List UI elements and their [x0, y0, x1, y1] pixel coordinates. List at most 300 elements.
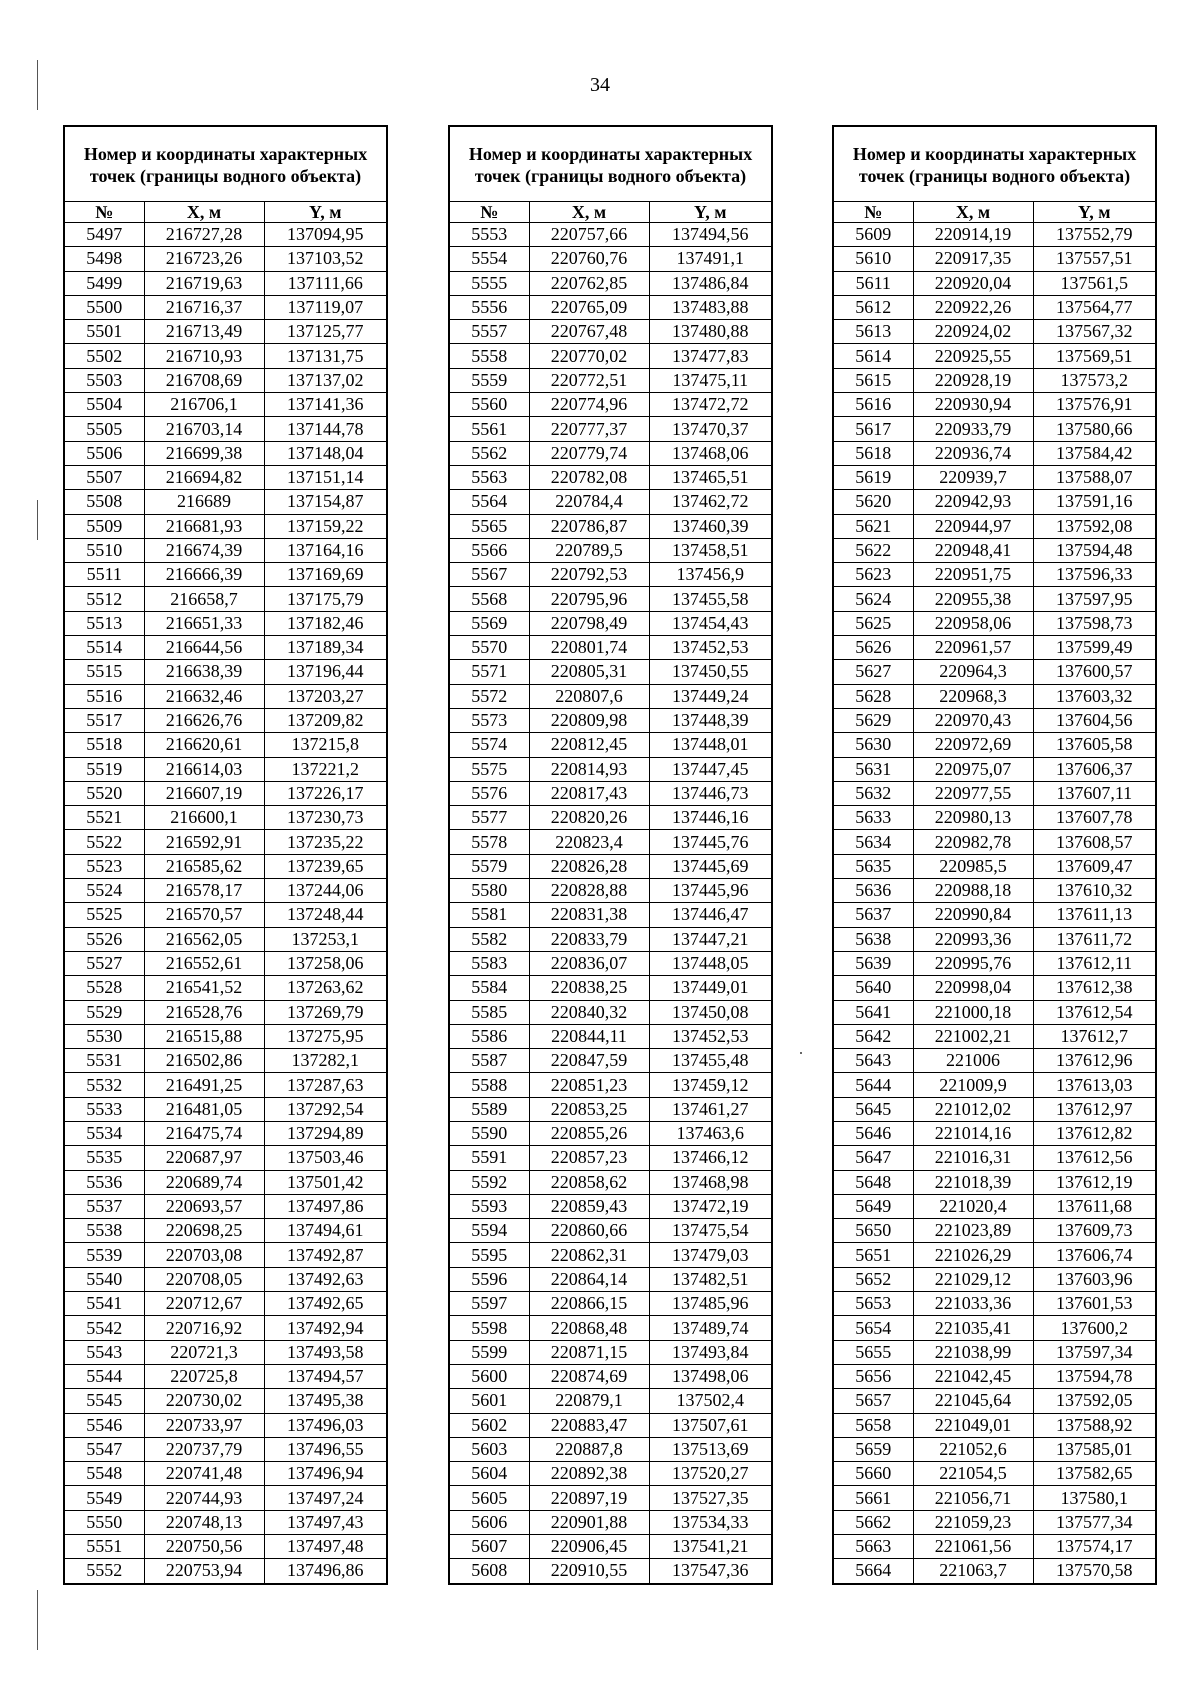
table-row [64, 1389, 387, 1413]
point-number-cell: 5650 [833, 1219, 913, 1243]
point-number-cell: 5564 [449, 490, 529, 514]
y-coordinate-cell: 137599,49 [1033, 636, 1156, 660]
point-number-cell: 5604 [449, 1462, 529, 1486]
point-number-cell: 5627 [833, 660, 913, 684]
y-coordinate-cell: 137497,86 [264, 1194, 387, 1218]
x-coordinate-cell: 220942,93 [913, 490, 1033, 514]
scan-speck [800, 1052, 802, 1054]
point-number-cell: 5647 [833, 1146, 913, 1170]
table-row [449, 514, 772, 538]
table-row [64, 1146, 387, 1170]
point-number-cell: 5623 [833, 563, 913, 587]
point-number-cell: 5562 [449, 441, 529, 465]
point-number-cell: 5599 [449, 1340, 529, 1364]
y-coordinate-cell: 137591,16 [1033, 490, 1156, 514]
table-row [833, 927, 1156, 951]
y-coordinate-cell: 137468,06 [649, 441, 772, 465]
point-number-cell: 5550 [64, 1510, 144, 1534]
point-number-cell: 5641 [833, 1000, 913, 1024]
y-coordinate-cell: 137492,63 [264, 1267, 387, 1291]
x-coordinate-cell: 220975,07 [913, 757, 1033, 781]
x-coordinate-cell: 220703,08 [144, 1243, 264, 1267]
y-coordinate-cell: 137513,69 [649, 1437, 772, 1461]
table-row [833, 393, 1156, 417]
y-coordinate-cell: 137447,45 [649, 757, 772, 781]
point-number-cell: 5620 [833, 490, 913, 514]
point-number-cell: 5597 [449, 1292, 529, 1316]
point-number-cell: 5555 [449, 271, 529, 295]
x-coordinate-cell: 220936,74 [913, 441, 1033, 465]
point-number-cell: 5601 [449, 1389, 529, 1413]
y-coordinate-cell: 137248,44 [264, 903, 387, 927]
table-row [449, 1073, 772, 1097]
x-coordinate-cell: 220744,93 [144, 1486, 264, 1510]
table-row [64, 757, 387, 781]
point-number-cell: 5580 [449, 879, 529, 903]
table-row [64, 806, 387, 830]
point-number-cell: 5592 [449, 1170, 529, 1194]
x-coordinate-cell: 216475,74 [144, 1121, 264, 1145]
x-coordinate-cell: 221016,31 [913, 1146, 1033, 1170]
point-number-cell: 5584 [449, 976, 529, 1000]
table-row [833, 1316, 1156, 1340]
y-coordinate-cell: 137570,58 [1033, 1559, 1156, 1584]
y-coordinate-cell: 137103,52 [264, 247, 387, 271]
column-header-number: № [64, 202, 144, 223]
y-coordinate-cell: 137461,27 [649, 1097, 772, 1121]
x-coordinate-cell: 220820,26 [529, 806, 649, 830]
y-coordinate-cell: 137534,33 [649, 1510, 772, 1534]
x-coordinate-cell: 220851,23 [529, 1073, 649, 1097]
y-coordinate-cell: 137612,96 [1033, 1049, 1156, 1073]
x-coordinate-cell: 221014,16 [913, 1121, 1033, 1145]
table-row [833, 903, 1156, 927]
y-coordinate-cell: 137582,65 [1033, 1462, 1156, 1486]
point-number-cell: 5598 [449, 1316, 529, 1340]
point-number-cell: 5639 [833, 951, 913, 975]
y-coordinate-cell: 137472,72 [649, 393, 772, 417]
y-coordinate-cell: 137489,74 [649, 1316, 772, 1340]
point-number-cell: 5660 [833, 1462, 913, 1486]
table-row [449, 1097, 772, 1121]
point-number-cell: 5606 [449, 1510, 529, 1534]
point-number-cell: 5567 [449, 563, 529, 587]
point-number-cell: 5576 [449, 781, 529, 805]
table-row [449, 295, 772, 319]
table-row [833, 1437, 1156, 1461]
y-coordinate-cell: 137606,37 [1033, 757, 1156, 781]
table-row [64, 879, 387, 903]
point-number-cell: 5618 [833, 441, 913, 465]
table-row [833, 344, 1156, 368]
point-number-cell: 5551 [64, 1535, 144, 1559]
y-coordinate-cell: 137151,14 [264, 465, 387, 489]
point-number-cell: 5582 [449, 927, 529, 951]
y-coordinate-cell: 137596,33 [1033, 563, 1156, 587]
x-coordinate-cell: 220817,43 [529, 781, 649, 805]
point-number-cell: 5526 [64, 927, 144, 951]
point-number-cell: 5516 [64, 684, 144, 708]
x-coordinate-cell: 216592,91 [144, 830, 264, 854]
y-coordinate-cell: 137496,94 [264, 1462, 387, 1486]
y-coordinate-cell: 137567,32 [1033, 320, 1156, 344]
y-coordinate-cell: 137594,78 [1033, 1364, 1156, 1388]
table-row [449, 223, 772, 247]
x-coordinate-cell: 220730,02 [144, 1389, 264, 1413]
table-row [449, 951, 772, 975]
y-coordinate-cell: 137569,51 [1033, 344, 1156, 368]
point-number-cell: 5572 [449, 684, 529, 708]
table-row [449, 1267, 772, 1291]
y-coordinate-cell: 137493,84 [649, 1340, 772, 1364]
table-row [449, 1510, 772, 1534]
point-number-cell: 5498 [64, 247, 144, 271]
table-row [64, 441, 387, 465]
table-row [833, 247, 1156, 271]
column-header-number: № [449, 202, 529, 223]
y-coordinate-cell: 137462,72 [649, 490, 772, 514]
x-coordinate-cell: 220786,87 [529, 514, 649, 538]
y-coordinate-cell: 137494,56 [649, 223, 772, 247]
y-coordinate-cell: 137612,38 [1033, 976, 1156, 1000]
point-number-cell: 5645 [833, 1097, 913, 1121]
table-row [449, 490, 772, 514]
y-coordinate-cell: 137497,48 [264, 1535, 387, 1559]
table-row [64, 1194, 387, 1218]
x-coordinate-cell: 216600,1 [144, 806, 264, 830]
point-number-cell: 5630 [833, 733, 913, 757]
table-row [833, 538, 1156, 562]
table-row [449, 927, 772, 951]
y-coordinate-cell: 137612,19 [1033, 1170, 1156, 1194]
x-coordinate-cell: 216658,7 [144, 587, 264, 611]
table-row [833, 757, 1156, 781]
y-coordinate-cell: 137600,57 [1033, 660, 1156, 684]
x-coordinate-cell: 216570,57 [144, 903, 264, 927]
y-coordinate-cell: 137604,56 [1033, 708, 1156, 732]
x-coordinate-cell: 221035,41 [913, 1316, 1033, 1340]
y-coordinate-cell: 137585,01 [1033, 1437, 1156, 1461]
table-row [449, 1243, 772, 1267]
x-coordinate-cell: 216708,69 [144, 368, 264, 392]
point-number-cell: 5553 [449, 223, 529, 247]
y-coordinate-cell: 137483,88 [649, 295, 772, 319]
point-number-cell: 5643 [833, 1049, 913, 1073]
point-number-cell: 5523 [64, 854, 144, 878]
point-number-cell: 5644 [833, 1073, 913, 1097]
table-row [449, 1024, 772, 1048]
point-number-cell: 5497 [64, 223, 144, 247]
point-number-cell: 5506 [64, 441, 144, 465]
x-coordinate-cell: 220862,31 [529, 1243, 649, 1267]
x-coordinate-cell: 220857,23 [529, 1146, 649, 1170]
x-coordinate-cell: 220858,62 [529, 1170, 649, 1194]
y-coordinate-cell: 137597,95 [1033, 587, 1156, 611]
y-coordinate-cell: 137547,36 [649, 1559, 772, 1584]
table-row [449, 441, 772, 465]
point-number-cell: 5658 [833, 1413, 913, 1437]
point-number-cell: 5521 [64, 806, 144, 830]
table-row [64, 320, 387, 344]
table-row [833, 854, 1156, 878]
y-coordinate-cell: 137588,92 [1033, 1413, 1156, 1437]
table-row [833, 1389, 1156, 1413]
y-coordinate-cell: 137496,55 [264, 1437, 387, 1461]
table-row [833, 1486, 1156, 1510]
table-row [833, 587, 1156, 611]
table-row [64, 1024, 387, 1048]
y-coordinate-cell: 137485,96 [649, 1292, 772, 1316]
x-coordinate-cell: 220925,55 [913, 344, 1033, 368]
y-coordinate-cell: 137275,95 [264, 1024, 387, 1048]
table-row [449, 1559, 772, 1584]
x-coordinate-cell: 220812,45 [529, 733, 649, 757]
table-row [449, 1535, 772, 1559]
point-number-cell: 5552 [64, 1559, 144, 1584]
x-coordinate-cell: 216552,61 [144, 951, 264, 975]
point-number-cell: 5622 [833, 538, 913, 562]
table-row [449, 465, 772, 489]
x-coordinate-cell: 221054,5 [913, 1462, 1033, 1486]
y-coordinate-cell: 137486,84 [649, 271, 772, 295]
point-number-cell: 5518 [64, 733, 144, 757]
y-coordinate-cell: 137507,61 [649, 1413, 772, 1437]
point-number-cell: 5603 [449, 1437, 529, 1461]
y-coordinate-cell: 137446,47 [649, 903, 772, 927]
table-row [449, 1486, 772, 1510]
table-row [833, 417, 1156, 441]
x-coordinate-cell: 216607,19 [144, 781, 264, 805]
y-coordinate-cell: 137465,51 [649, 465, 772, 489]
coordinates-table [63, 125, 388, 1585]
table-row [64, 563, 387, 587]
point-number-cell: 5589 [449, 1097, 529, 1121]
point-number-cell: 5535 [64, 1146, 144, 1170]
x-coordinate-cell: 220847,59 [529, 1049, 649, 1073]
table-title: Номер и координаты характерных точек (границы водного объекта) [449, 126, 772, 202]
table-row [64, 660, 387, 684]
point-number-cell: 5505 [64, 417, 144, 441]
table-row [833, 490, 1156, 514]
column-header-number: № [833, 202, 913, 223]
point-number-cell: 5529 [64, 1000, 144, 1024]
table-row [833, 1194, 1156, 1218]
x-coordinate-cell: 220998,04 [913, 976, 1033, 1000]
x-coordinate-cell: 221029,12 [913, 1267, 1033, 1291]
x-coordinate-cell: 220844,11 [529, 1024, 649, 1048]
table-row [449, 806, 772, 830]
point-number-cell: 5612 [833, 295, 913, 319]
x-coordinate-cell: 220836,07 [529, 951, 649, 975]
y-coordinate-cell: 137175,79 [264, 587, 387, 611]
point-number-cell: 5549 [64, 1486, 144, 1510]
column-header-x: X, м [913, 202, 1033, 223]
table-row [449, 320, 772, 344]
x-coordinate-cell: 220753,94 [144, 1559, 264, 1584]
point-number-cell: 5570 [449, 636, 529, 660]
table-title: Номер и координаты характерных точек (границы водного объекта) [64, 126, 387, 202]
y-coordinate-cell: 137475,11 [649, 368, 772, 392]
y-coordinate-cell: 137612,7 [1033, 1024, 1156, 1048]
x-coordinate-cell: 220897,19 [529, 1486, 649, 1510]
x-coordinate-cell: 220833,79 [529, 927, 649, 951]
y-coordinate-cell: 137584,42 [1033, 441, 1156, 465]
point-number-cell: 5568 [449, 587, 529, 611]
point-number-cell: 5579 [449, 854, 529, 878]
x-coordinate-cell: 220809,98 [529, 708, 649, 732]
point-number-cell: 5635 [833, 854, 913, 878]
y-coordinate-cell: 137492,94 [264, 1316, 387, 1340]
point-number-cell: 5509 [64, 514, 144, 538]
table-row [64, 1535, 387, 1559]
table-row [64, 927, 387, 951]
y-coordinate-cell: 137468,98 [649, 1170, 772, 1194]
y-coordinate-cell: 137503,46 [264, 1146, 387, 1170]
column-header-y: Y, м [649, 202, 772, 223]
y-coordinate-cell: 137455,48 [649, 1049, 772, 1073]
x-coordinate-cell: 220733,97 [144, 1413, 264, 1437]
y-coordinate-cell: 137463,6 [649, 1121, 772, 1145]
point-number-cell: 5655 [833, 1340, 913, 1364]
x-coordinate-cell: 220831,38 [529, 903, 649, 927]
table-row [64, 611, 387, 635]
point-number-cell: 5556 [449, 295, 529, 319]
coordinates-table [832, 125, 1157, 1585]
table-row [64, 1413, 387, 1437]
point-number-cell: 5537 [64, 1194, 144, 1218]
y-coordinate-cell: 137472,19 [649, 1194, 772, 1218]
table-row [64, 368, 387, 392]
x-coordinate-cell: 220982,78 [913, 830, 1033, 854]
x-coordinate-cell: 216614,03 [144, 757, 264, 781]
y-coordinate-cell: 137520,27 [649, 1462, 772, 1486]
point-number-cell: 5609 [833, 223, 913, 247]
x-coordinate-cell: 220712,67 [144, 1292, 264, 1316]
point-number-cell: 5540 [64, 1267, 144, 1291]
table-row [64, 1243, 387, 1267]
point-number-cell: 5561 [449, 417, 529, 441]
y-coordinate-cell: 137610,32 [1033, 879, 1156, 903]
table-row [449, 247, 772, 271]
table-row [64, 538, 387, 562]
y-coordinate-cell: 137494,57 [264, 1364, 387, 1388]
y-coordinate-cell: 137119,07 [264, 295, 387, 319]
y-coordinate-cell: 137496,03 [264, 1413, 387, 1437]
y-coordinate-cell: 137606,74 [1033, 1243, 1156, 1267]
point-number-cell: 5661 [833, 1486, 913, 1510]
point-number-cell: 5544 [64, 1364, 144, 1388]
point-number-cell: 5517 [64, 708, 144, 732]
table-row [833, 636, 1156, 660]
point-number-cell: 5646 [833, 1121, 913, 1145]
x-coordinate-cell: 220748,13 [144, 1510, 264, 1534]
y-coordinate-cell: 137613,03 [1033, 1073, 1156, 1097]
table-row [64, 1000, 387, 1024]
x-coordinate-cell: 220687,97 [144, 1146, 264, 1170]
table-row [449, 757, 772, 781]
table-row [64, 1073, 387, 1097]
table-row [64, 1097, 387, 1121]
y-coordinate-cell: 137611,68 [1033, 1194, 1156, 1218]
y-coordinate-cell: 137449,01 [649, 976, 772, 1000]
x-coordinate-cell: 220939,7 [913, 465, 1033, 489]
x-coordinate-cell: 220807,6 [529, 684, 649, 708]
point-number-cell: 5533 [64, 1097, 144, 1121]
x-coordinate-cell: 221002,21 [913, 1024, 1033, 1048]
y-coordinate-cell: 137287,63 [264, 1073, 387, 1097]
point-number-cell: 5624 [833, 587, 913, 611]
point-number-cell: 5581 [449, 903, 529, 927]
y-coordinate-cell: 137446,16 [649, 806, 772, 830]
table-row [833, 976, 1156, 1000]
y-coordinate-cell: 137491,1 [649, 247, 772, 271]
point-number-cell: 5571 [449, 660, 529, 684]
point-number-cell: 5524 [64, 879, 144, 903]
point-number-cell: 5522 [64, 830, 144, 854]
y-coordinate-cell: 137600,2 [1033, 1316, 1156, 1340]
x-coordinate-cell: 221033,36 [913, 1292, 1033, 1316]
y-coordinate-cell: 137111,66 [264, 271, 387, 295]
point-number-cell: 5590 [449, 1121, 529, 1145]
y-coordinate-cell: 137479,03 [649, 1243, 772, 1267]
point-number-cell: 5611 [833, 271, 913, 295]
y-coordinate-cell: 137148,04 [264, 441, 387, 465]
y-coordinate-cell: 137611,13 [1033, 903, 1156, 927]
y-coordinate-cell: 137292,54 [264, 1097, 387, 1121]
x-coordinate-cell: 220828,88 [529, 879, 649, 903]
table-row [833, 1024, 1156, 1048]
point-number-cell: 5532 [64, 1073, 144, 1097]
table-row [449, 1000, 772, 1024]
table-row [64, 417, 387, 441]
x-coordinate-cell: 220874,69 [529, 1364, 649, 1388]
point-number-cell: 5514 [64, 636, 144, 660]
x-coordinate-cell: 221026,29 [913, 1243, 1033, 1267]
x-coordinate-cell: 221023,89 [913, 1219, 1033, 1243]
table-row [64, 1340, 387, 1364]
x-coordinate-cell: 220958,06 [913, 611, 1033, 635]
y-coordinate-cell: 137607,11 [1033, 781, 1156, 805]
x-coordinate-cell: 220689,74 [144, 1170, 264, 1194]
table-row [833, 660, 1156, 684]
table-row [449, 1389, 772, 1413]
table-row [449, 417, 772, 441]
table-row [64, 708, 387, 732]
y-coordinate-cell: 137573,2 [1033, 368, 1156, 392]
point-number-cell: 5602 [449, 1413, 529, 1437]
table-row [449, 1194, 772, 1218]
table-row [64, 1316, 387, 1340]
point-number-cell: 5617 [833, 417, 913, 441]
column-header-y: Y, м [1033, 202, 1156, 223]
x-coordinate-cell: 220868,48 [529, 1316, 649, 1340]
y-coordinate-cell: 137445,96 [649, 879, 772, 903]
point-number-cell: 5595 [449, 1243, 529, 1267]
table-row [449, 1146, 772, 1170]
table-row [833, 320, 1156, 344]
point-number-cell: 5600 [449, 1364, 529, 1388]
x-coordinate-cell: 220698,25 [144, 1219, 264, 1243]
y-coordinate-cell: 137189,34 [264, 636, 387, 660]
table-row [64, 1559, 387, 1584]
table-row [64, 490, 387, 514]
table-row [833, 1097, 1156, 1121]
table-row [833, 563, 1156, 587]
y-coordinate-cell: 137169,69 [264, 563, 387, 587]
x-coordinate-cell: 220860,66 [529, 1219, 649, 1243]
table-row [833, 1413, 1156, 1437]
y-coordinate-cell: 137452,53 [649, 636, 772, 660]
